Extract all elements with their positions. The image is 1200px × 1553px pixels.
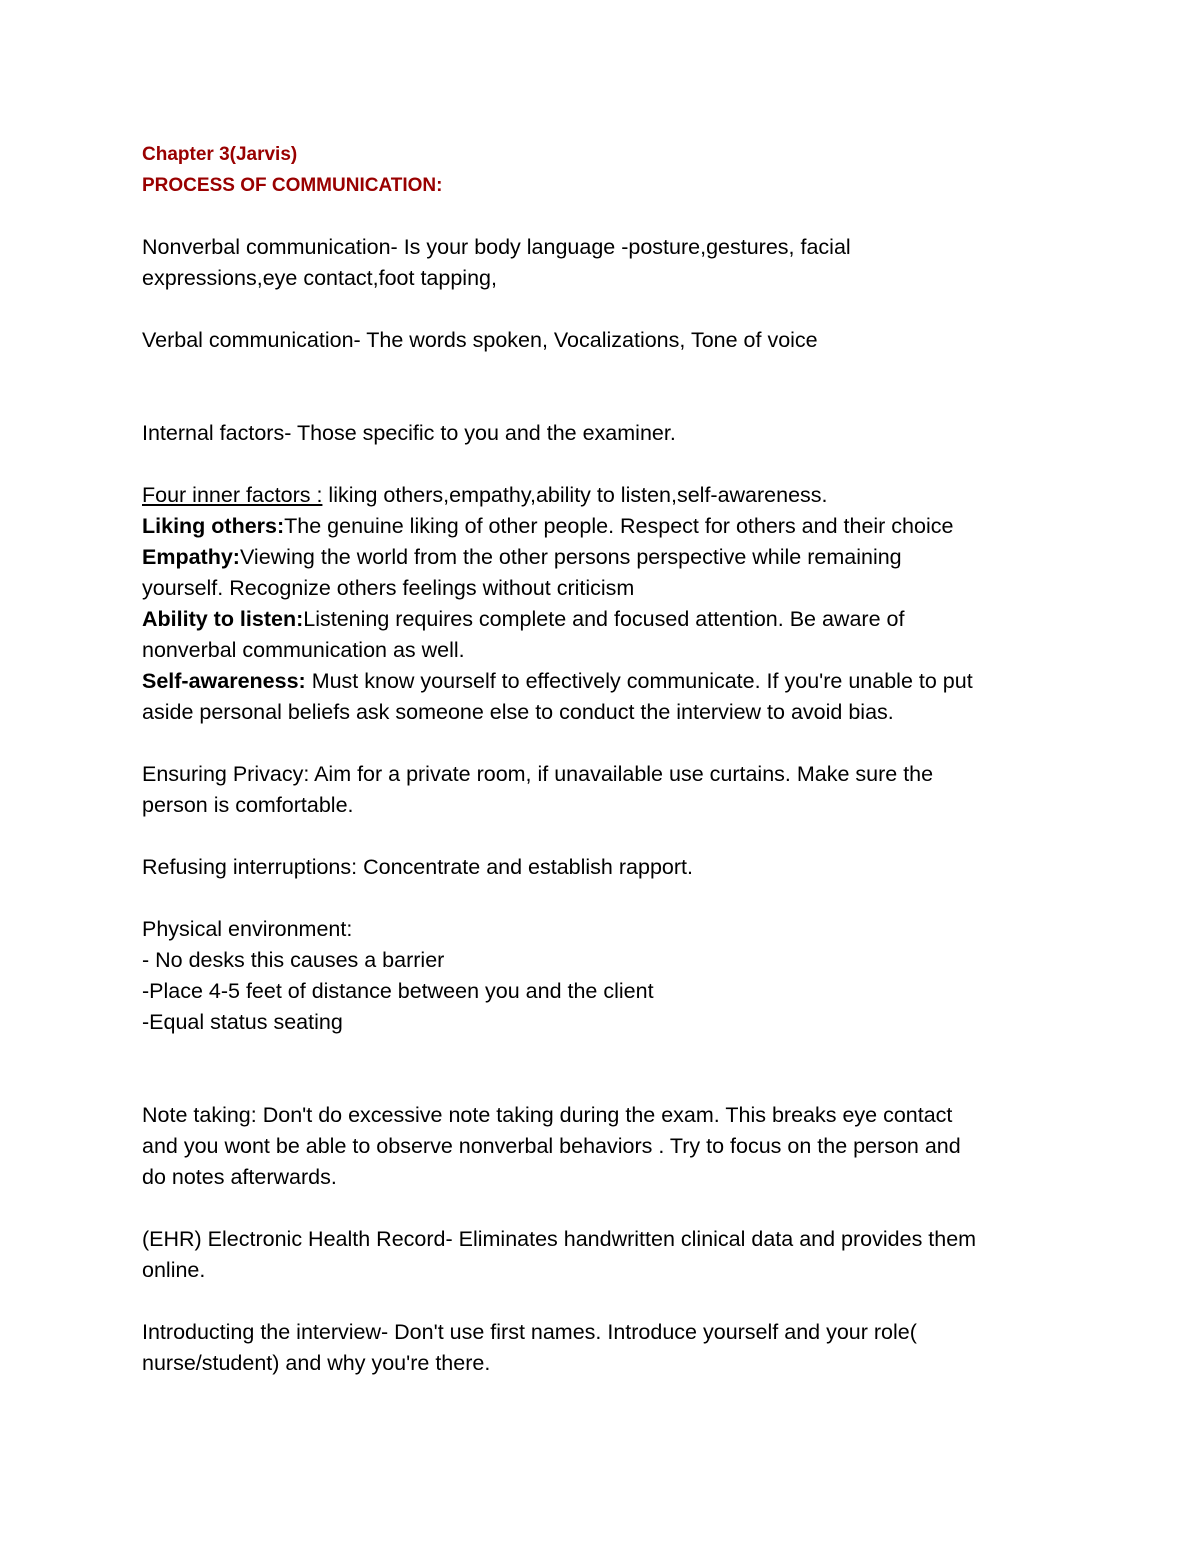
environment-heading: Physical environment: [142,917,353,941]
ehr-line-2: online. [142,1258,206,1282]
empathy-term: Empathy: [142,545,240,569]
note-taking-line-1: Note taking: Don't do excessive note taking during the exam. This breaks eye contact [142,1103,953,1127]
self-awareness-text: Must know yourself to effectively communicate. If you're unable to put [305,669,973,693]
nonverbal-line-2: expressions,eye contact,foot tapping, [142,266,497,290]
listen-text: Listening requires complete and focused attention. Be aware of [303,607,905,631]
listen-term: Ability to listen: [142,607,304,631]
self-awareness-term: Self-awareness: [142,669,306,693]
self-awareness-line-2: aside personal beliefs ask someone else to conduct the interview to avoid bias. [142,700,894,724]
interruptions-line: Refusing interruptions: Concentrate and establish rapport. [142,855,693,879]
inner-factors-label: Four inner factors : [142,483,323,507]
inner-factors-text: liking others,empathy,ability to listen,self-awareness. [322,483,828,507]
listen-line-1 [142,604,1072,635]
intro-line-2: nurse/student) and why you're there. [142,1351,491,1375]
intro-line-1: Introducting the interview- Don't use first names. Introduce yourself and your role( [142,1320,917,1344]
listen-line-2: nonverbal communication as well. [142,638,465,662]
liking-others-text: The genuine liking of other people. Respect for others and their choice [284,514,954,538]
nonverbal-line-1: Nonverbal communication- Is your body language -posture,gestures, facial [142,235,851,259]
document-page [142,139,1072,1379]
privacy-line-2: person is comfortable. [142,793,354,817]
empathy-line-2: yourself. Recognize others feelings without criticism [142,576,635,600]
liking-others-line [142,511,1072,542]
section-title: PROCESS OF COMMUNICATION: [142,175,443,196]
chapter-title: Chapter 3(Jarvis) [142,144,298,165]
environment-item: -Place 4-5 feet of distance between you and the client [142,979,654,1003]
ehr-line-1: (EHR) Electronic Health Record- Eliminates handwritten clinical data and provides them [142,1227,977,1251]
environment-item: -Equal status seating [142,1010,343,1034]
empathy-line-1 [142,542,1072,573]
internal-factors-line: Internal factors- Those specific to you and the examiner. [142,421,676,445]
note-taking-line-3: do notes afterwards. [142,1165,337,1189]
liking-others-term: Liking others: [142,514,285,538]
verbal-line-1: Verbal communication- The words spoken, Vocalizations, Tone of voice [142,328,818,352]
self-awareness-line-1 [142,666,1072,697]
note-taking-line-2: and you wont be able to observe nonverbal behaviors . Try to focus on the person and [142,1134,961,1158]
environment-item: - No desks this causes a barrier [142,948,445,972]
empathy-text: Viewing the world from the other persons perspective while remaining [239,545,902,569]
inner-factors-line [142,480,1072,511]
privacy-line-1: Ensuring Privacy: Aim for a private room, if unavailable use curtains. Make sure the [142,762,934,786]
